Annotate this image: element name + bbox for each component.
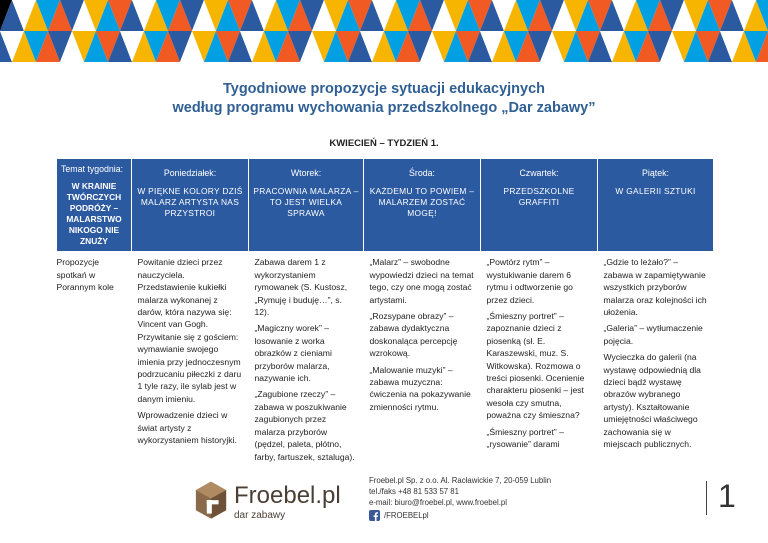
activity-text: „Gdzie to leżało?” – zabawa w zapamiętywanie wszystkich przyborów malarza oraz kolejności ich ułożenia.: [603, 257, 707, 318]
day-name: Wtorek:: [290, 168, 322, 178]
day-content-monday: [132, 252, 249, 471]
page-number-divider: [706, 481, 707, 515]
weekly-plan-table: [56, 158, 714, 471]
day-content-wednesday: [364, 252, 481, 471]
title-line-2: według programu wychowania przedszkolnego „Dar zabawy”: [172, 100, 596, 116]
day-name: Czwartek:: [519, 168, 559, 178]
contact-address: Froebel.pl Sp. z o.o. Al. Racławickie 7, 20-059 Lublin: [369, 476, 552, 485]
day-name: Środa:: [409, 168, 435, 178]
page-number: 1: [718, 478, 736, 514]
activity-text: Powitanie dzieci przez nauczyciela. Przedstawienie kukiełki malarza wykonanej z darów, która nazywa się: Vincent van Gogh. Przywitanie się z gościem: wymawianie swojego imienia przy jednoczesnym podrzucaniu piłeczki z daru 1 tyle razy, ile sylab jest w danym imieniu.: [137, 257, 242, 404]
row-label-body: Propozycje spotkań w Porannym kole: [57, 252, 132, 471]
froebel-logo-icon: [194, 480, 228, 522]
day-content-thursday: [481, 252, 598, 471]
activity-text: „Rozsypane obrazy” – zabawa dydaktyczna doskonaląca percepcję wzrokową.: [369, 311, 458, 359]
day-content-friday: [598, 252, 714, 471]
day-topic: PRACOWNIA MALARZA – TO JEST WIELKA SPRAWA: [253, 186, 359, 219]
week-topic-cell: [57, 159, 132, 252]
week-topic: W KRAINIE TWÓRCZYCH PODRÓŻY – MALARSTWO NIKOGO NIE ZNUŻY: [66, 181, 122, 247]
contact-info: [369, 475, 551, 521]
day-topic: KAŻDEMU TO POWIEM – MALARZEM ZOSTAĆ MOGĘ!: [369, 186, 475, 219]
activity-text: „Śmieszny portret” – zapoznanie dzieci z piosenką (sł. E. Karaszewski, muz. S. Witkowska). Rozmowa o treści piosenki. Ocenienie charakteru piosenki – jest wesoła czy smutna, poważna czy śmieszna?: [486, 311, 585, 421]
triangle-pattern-banner: [0, 0, 768, 62]
day-name: Piątek:: [642, 168, 669, 178]
contact-phone: tel./faks +48 81 533 57 81: [369, 487, 459, 496]
activity-text: „Malarz” – swobodne wypowiedzi dzieci na temat tego, czy one mogą zostać artystami.: [369, 257, 474, 305]
activity-text: „Magiczny worek” – losowanie z worka obrazków z cieniami przyborów malarza, nazywanie ich.: [254, 323, 332, 384]
day-header-thursday: [481, 159, 598, 252]
day-header-friday: [598, 159, 714, 252]
logo-text: Froebel.pl: [234, 482, 341, 509]
contact-email[interactable]: e-mail: biuro@froebel.pl, www.froebel.pl: [369, 498, 507, 507]
facebook-handle: /FROEBELpl: [384, 511, 429, 520]
day-name: Poniedziałek:: [163, 168, 217, 178]
day-topic: W PIĘKNE KOLORY DZIŚ MALARZ ARTYSTA NAS PRZYSTROI: [137, 186, 243, 219]
logo-subtext: dar zabawy: [234, 510, 286, 521]
day-topic: PRZEDSZKOLNE GRAFFITI: [503, 186, 575, 208]
day-header-monday: [132, 159, 249, 252]
page-title: [0, 80, 768, 118]
week-subtitle: KWIECIEŃ – TYDZIEŃ 1.: [329, 138, 439, 149]
day-header-wednesday: [364, 159, 481, 252]
day-header-tuesday: [249, 159, 364, 252]
activity-text: „Powtórz rytm” – wystukiwanie darem 6 rytmu i odtworzenie go przez dzieci.: [486, 257, 573, 305]
activity-text: Wprowadzenie dzieci w świat artysty z wykorzystaniem historyjki.: [137, 410, 237, 446]
activity-text: „Galeria” – wytłumaczenie pojęcia.: [603, 323, 703, 346]
row-label-header: Temat tygodnia:: [61, 164, 124, 174]
day-content-tuesday: [249, 252, 364, 471]
title-line-1: Tygodniowe propozycje sytuacji edukacyjnych: [222, 81, 546, 97]
day-topic: W GALERII SZTUKI: [615, 186, 696, 197]
table-header-row: [57, 159, 714, 252]
activity-text: Wycieczka do galerii (na wystawę odpowiednią dla dzieci bądź wystawę obrazów wybranego artysty). Kształtowanie umiejętności właściwego zachowania się w miejscach publicznych.: [603, 352, 701, 450]
activity-text: Zabawa darem 1 z wykorzystaniem rymowanek (S. Kustosz, „Rymuję i buduję…”, s. 12).: [254, 257, 348, 318]
activity-text: „Śmieszny portret” – „rysowanie” darami: [486, 426, 564, 450]
activity-text: „Malowanie muzyki” – zabawa muzyczna: ćwiczenia na pokazywanie zmienności rytmu.: [369, 364, 471, 412]
activity-text: „Zagubione rzeczy” – zabawa w poszukiwanie zagubionych przez malarza przyborów (pędzel, paleta, płótno, farby, fartuszek, sztaluga).: [254, 389, 355, 462]
facebook-link[interactable]: [369, 510, 551, 521]
facebook-icon: [369, 510, 380, 521]
table-body-row: [57, 252, 714, 471]
